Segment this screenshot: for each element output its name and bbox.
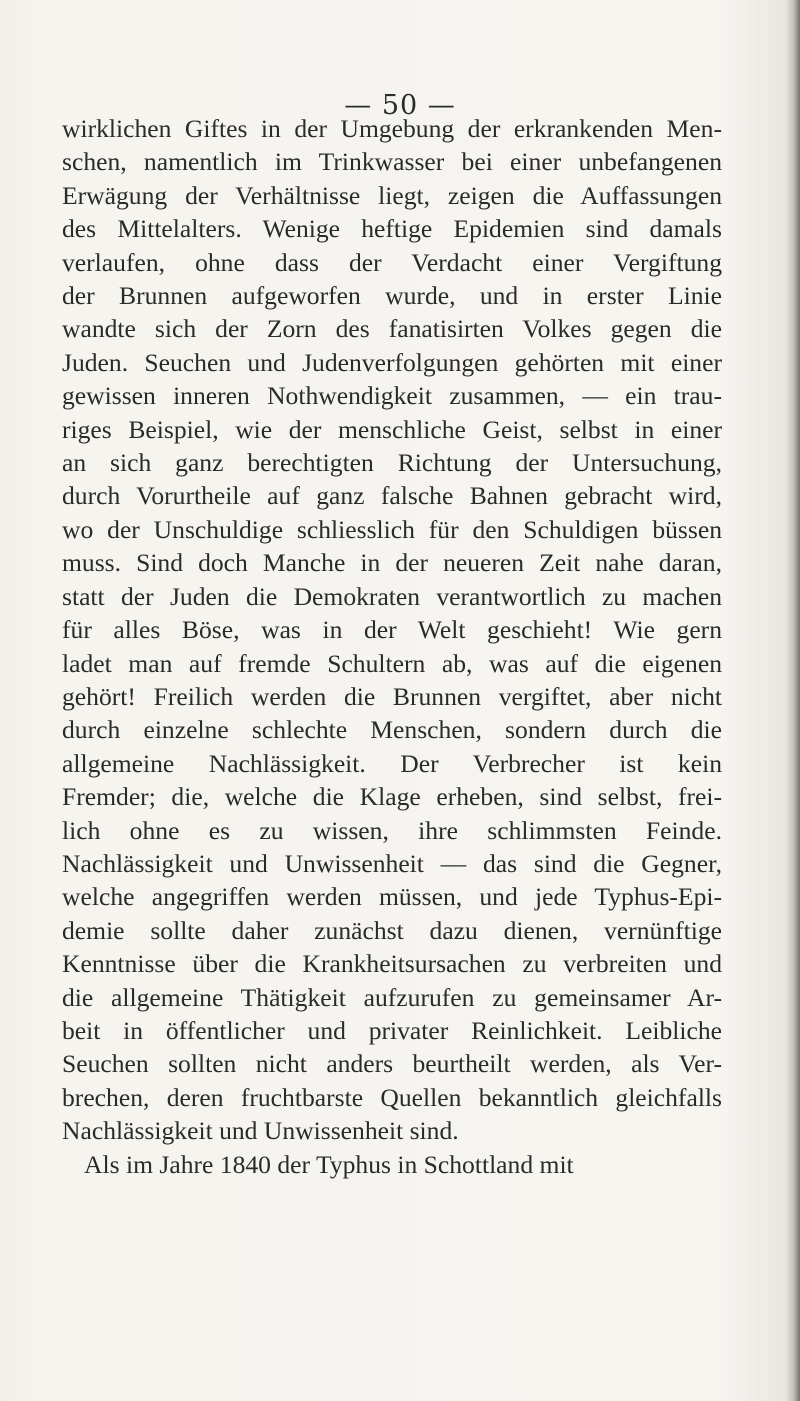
text-line: Nachlässigkeit und Unwissenheit sind. <box>62 1116 459 1146</box>
body-text <box>62 112 722 1181</box>
text-line: wirklichen Giftes in der Umgebung der erkrankenden Men- <box>62 114 722 143</box>
text-line: beit in öffentlicher und privater Reinlichkeit. Leibliche <box>62 1015 722 1045</box>
text-line: muss. Sind doch Manche in der neueren Zeit nahe daran, <box>62 548 722 578</box>
text-line: Erwägung der Verhältnisse liegt, zeigen die Auffassungen <box>62 180 722 210</box>
text-line: ladet man auf fremde Schultern ab, was auf die eigenen <box>62 648 722 678</box>
text-line: Nachlässigkeit und Unwissenheit — das sind die Gegner, <box>62 848 722 878</box>
text-line: Juden. Seuchen und Judenverfolgungen gehörten mit einer <box>62 347 722 377</box>
text-line: Seuchen sollten nicht anders beurtheilt werden, als Ver- <box>62 1049 722 1079</box>
page-edge-shadow <box>786 0 800 1401</box>
text-line: allgemeine Nachlässigkeit. Der Verbrecher ist kein <box>62 748 722 778</box>
text-line: gehört! Freilich werden die Brunnen vergiftet, aber nicht <box>62 681 722 711</box>
text-line: riges Beispiel, wie der menschliche Geist, selbst in einer <box>62 414 722 444</box>
text-line: der Brunnen aufgeworfen wurde, und in erster Linie <box>62 281 722 311</box>
text-line: wandte sich der Zorn des fanatisirten Volkes gegen die <box>62 314 722 344</box>
text-line: brechen, deren fruchtbarste Quellen bekanntlich gleichfalls <box>62 1082 722 1112</box>
text-line: an sich ganz berechtigten Richtung der Untersuchung, <box>62 448 722 478</box>
text-line: durch Vorurtheile auf ganz falsche Bahnen gebracht wird, <box>62 481 722 511</box>
text-line: des Mittelalters. Wenige heftige Epidemien sind damals <box>62 214 722 244</box>
text-line: demie sollte daher zunächst dazu dienen, vernünftige <box>62 915 722 945</box>
text-line: welche angegriffen werden müssen, und jede Typhus-Epi- <box>62 882 722 912</box>
text-line: die allgemeine Thätigkeit aufzurufen zu gemeinsamer Ar- <box>62 982 722 1012</box>
text-line: Fremder; die, welche die Klage erheben, sind selbst, frei- <box>62 782 722 812</box>
page-number-header: — 50 — <box>344 90 456 121</box>
text-line: Als im Jahre 1840 der Typhus in Schottland mit <box>84 1149 574 1179</box>
text-line: gewissen inneren Nothwendigkeit zusammen, — ein trau- <box>62 381 722 411</box>
text-line: schen, namentlich im Trinkwasser bei einer unbefangenen <box>62 147 722 177</box>
text-line: verlaufen, ohne dass der Verdacht einer Vergiftung <box>62 247 722 277</box>
text-line: statt der Juden die Demokraten verantwortlich zu machen <box>62 581 722 611</box>
text-line: wo der Unschuldige schliesslich für den Schuldigen büssen <box>62 514 722 544</box>
text-line: durch einzelne schlechte Menschen, sondern durch die <box>62 715 722 745</box>
text-line: Kenntnisse über die Krankheitsursachen zu verbreiten und <box>62 949 722 979</box>
text-line: lich ohne es zu wissen, ihre schlimmsten Feinde. <box>62 815 722 845</box>
text-line: für alles Böse, was in der Welt geschieht! Wie gern <box>62 615 722 645</box>
